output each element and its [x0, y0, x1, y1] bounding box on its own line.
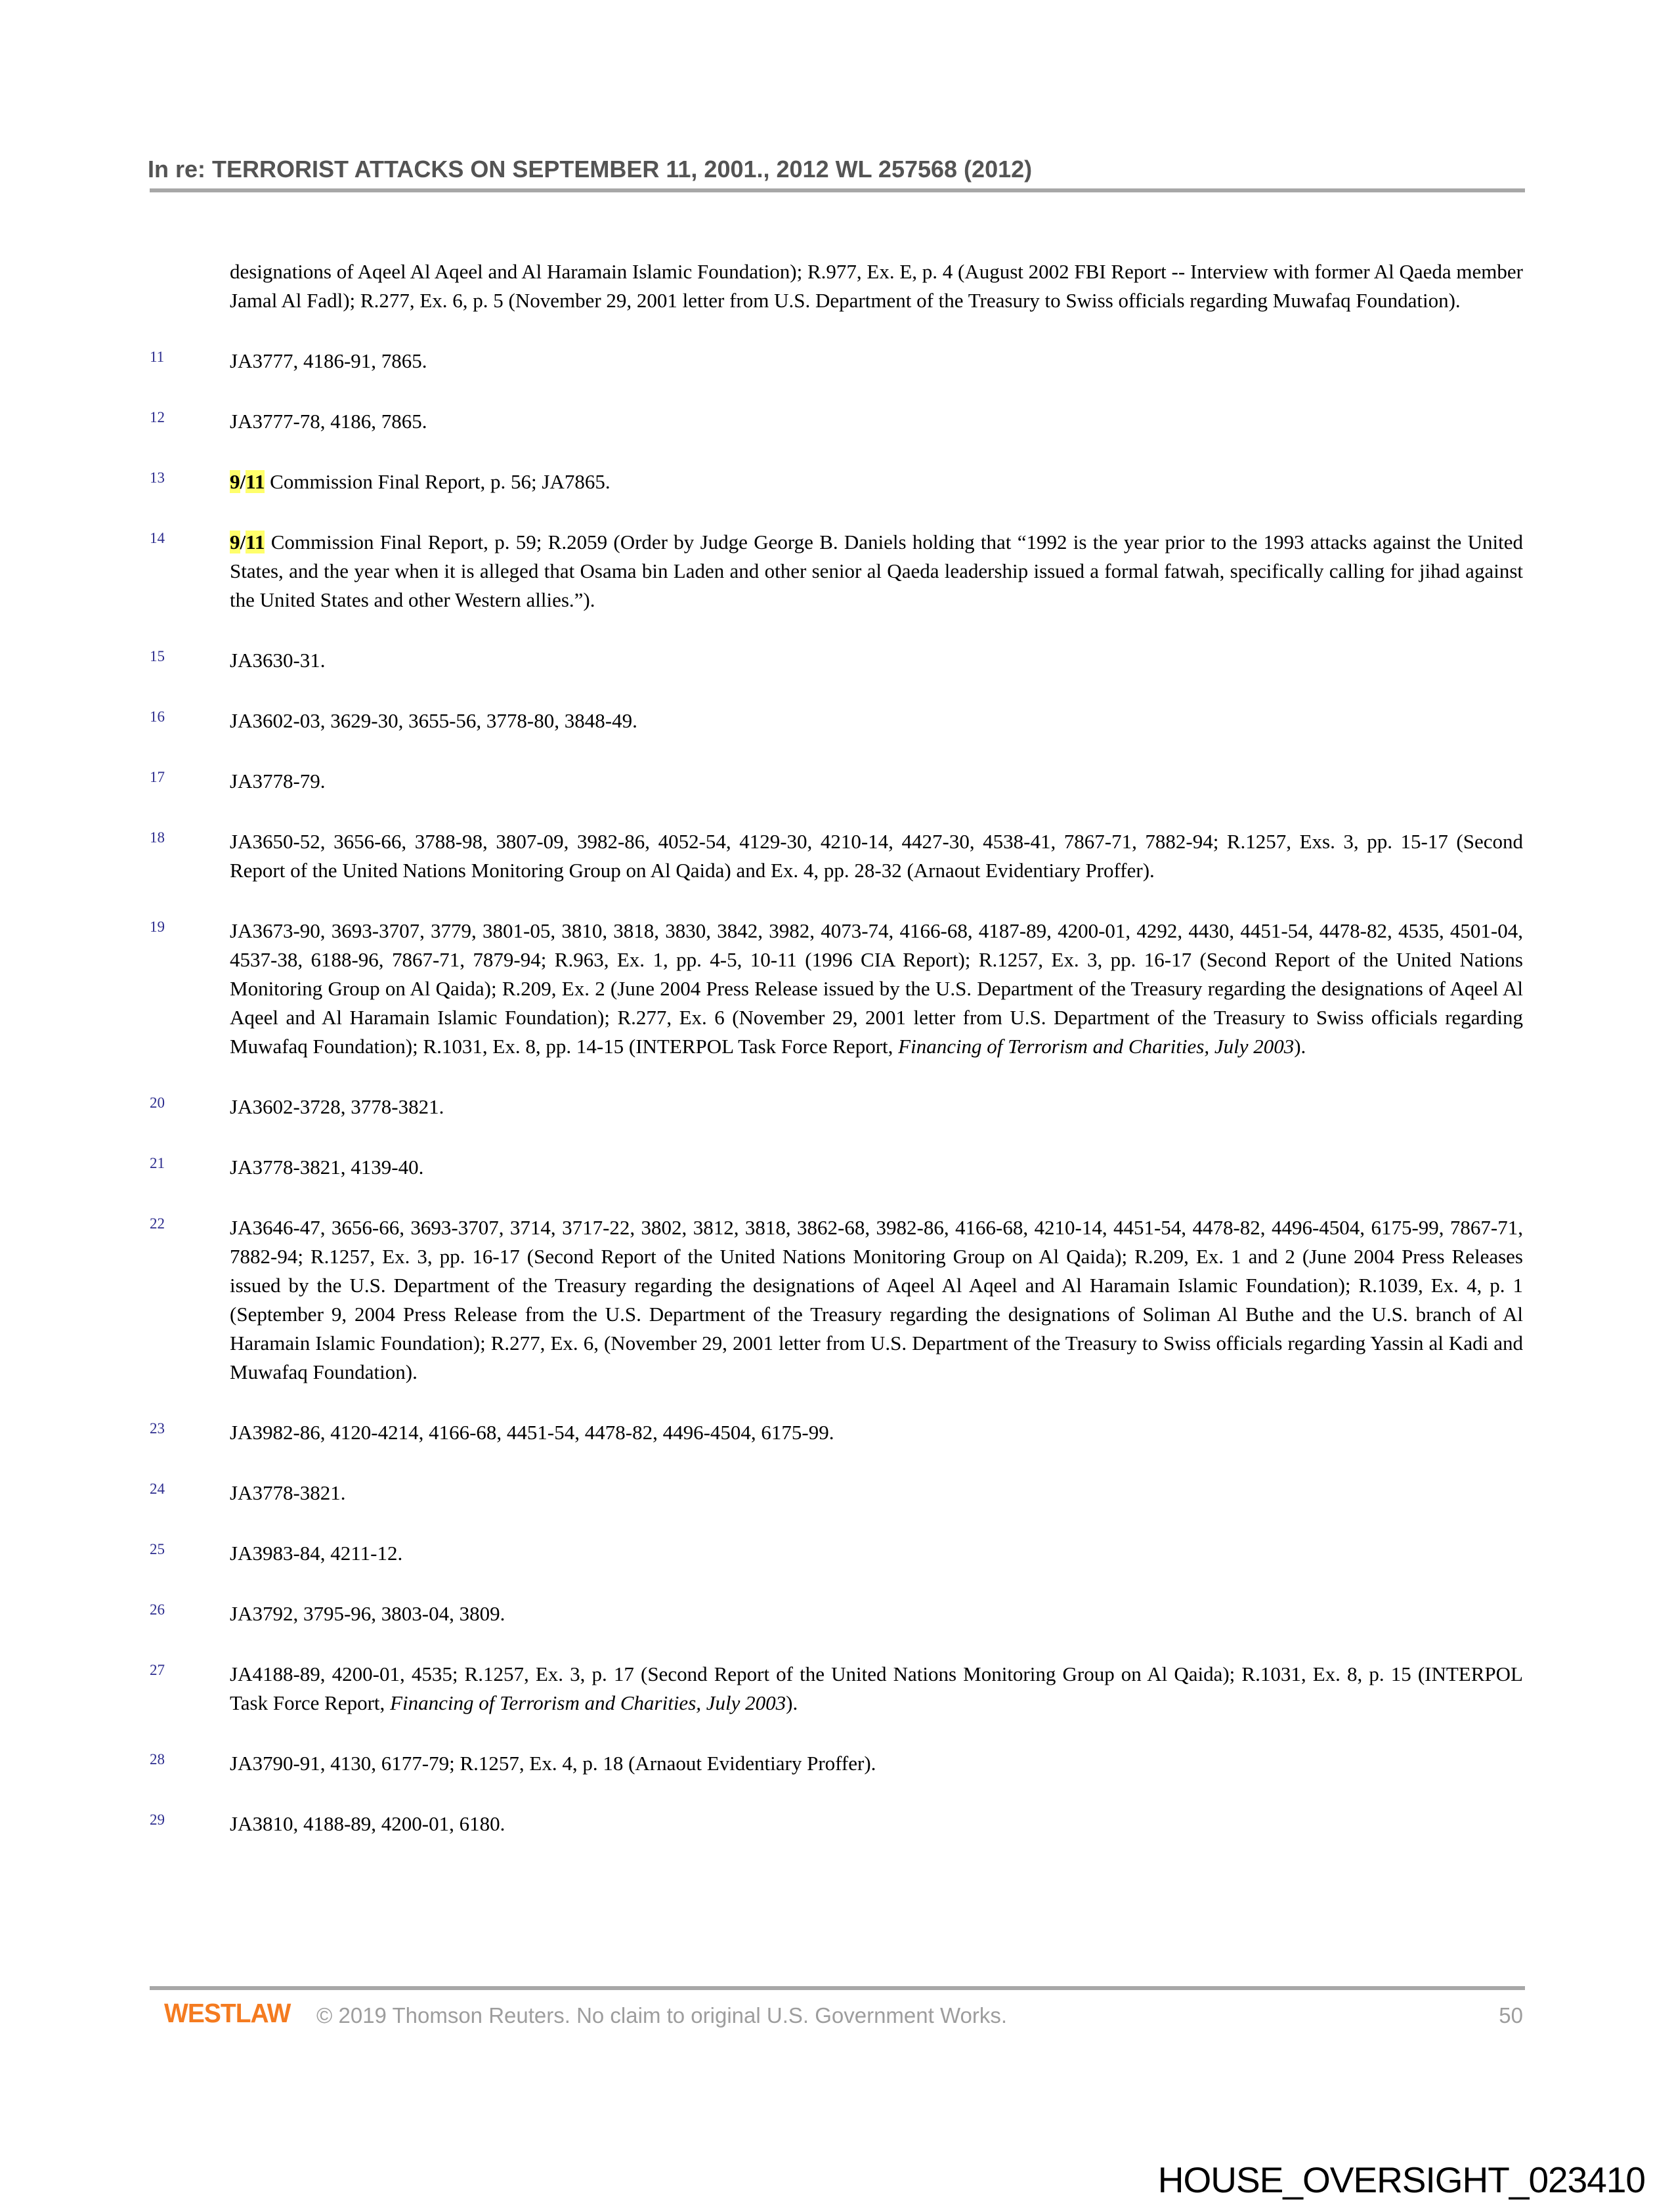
- footnote-text: [230, 767, 1523, 796]
- footnote-number-link[interactable]: 11: [150, 349, 165, 365]
- footnote-text-segment: /: [240, 470, 246, 493]
- footnote-row: [150, 917, 1523, 1061]
- footnote-text: [230, 1660, 1523, 1718]
- search-term-highlight: 9: [230, 470, 240, 493]
- footnote-text: [230, 1539, 1523, 1568]
- footnote-row: [150, 407, 1523, 436]
- footnote-number-link[interactable]: 15: [150, 648, 165, 664]
- page-number: 50: [1499, 2003, 1523, 2028]
- footnote-row: [150, 1418, 1523, 1447]
- footnote-text-segment: Commission Final Report, p. 56; JA7865.: [265, 470, 611, 493]
- footnote-text-segment: JA3602-3728, 3778-3821.: [230, 1095, 444, 1118]
- footnote-text: [230, 706, 1523, 735]
- footnote-text-segment: JA3778-3821.: [230, 1481, 346, 1504]
- footnote-text-segment: ).: [786, 1691, 798, 1714]
- footnote-number-link[interactable]: 23: [150, 1420, 165, 1437]
- footnote-row: [150, 1810, 1523, 1838]
- footnote-text-segment: JA3646-47, 3656-66, 3693-3707, 3714, 3717-22, 3802, 3812, 3818, 3862-68, 3982-86, 4166-68, 4210-14, 4451-54, 4478-82, 4496-4504, 6175-99, 7867-71, 7882-94; R.1257, Ex. 3, pp. 16-17 (Second Report of the United Nations Monitoring Group on Al Qaida); R.209, Ex. 1 and 2 (June 2004 Press Releases issued by the U.S. Department of the Treasury regarding the designations of Aqeel Al Aqeel and Al Haramain Islamic Foundation); R.1039, Ex. 4, p. 1 (September 9, 2004 Press Release from the U.S. Department of the Treasury regarding the designations of Soliman Al Buthe and the U.S. branch of Al Haramain Islamic Foundation); R.277, Ex. 6, (November 29, 2001 letter from U.S. Department of the Treasury to Swiss officials regarding Yassin al Kadi and Muwafaq Foundation).: [230, 1216, 1523, 1383]
- footnote-text-segment: JA3602-03, 3629-30, 3655-56, 3778-80, 3848-49.: [230, 709, 637, 732]
- footnote-text: [230, 1213, 1523, 1387]
- footnote-text-segment: JA3630-31.: [230, 649, 326, 672]
- footnote-number-link[interactable]: 19: [150, 919, 165, 935]
- footnote-number-link[interactable]: 20: [150, 1095, 165, 1111]
- footnote-number-link[interactable]: 25: [150, 1541, 165, 1557]
- footnote-text: [230, 1418, 1523, 1447]
- document-title: In re: TERRORIST ATTACKS ON SEPTEMBER 11, 2001., 2012 WL 257568 (2012): [148, 156, 1033, 183]
- footnote-text: [230, 1479, 1523, 1507]
- footnote-text: [230, 528, 1523, 615]
- footnote-text-segment: JA3778-3821, 4139-40.: [230, 1156, 424, 1179]
- footnote-text-segment: /: [240, 531, 246, 553]
- footnote-number-link[interactable]: 17: [150, 769, 165, 785]
- footnote-row: [150, 528, 1523, 615]
- footnote-number-link[interactable]: 21: [150, 1155, 165, 1171]
- footnote-text-segment: JA3673-90, 3693-3707, 3779, 3801-05, 3810, 3818, 3830, 3842, 3982, 4073-74, 4166-68, 4187-89, 4200-01, 4292, 4430, 4451-54, 4478-82, 4535, 4501-04, 4537-38, 6188-96, 7867-71, 7879-94; R.963, Ex. 1, pp. 4-5, 10-11 (1996 CIA Report); R.1257, Ex. 3, pp. 16-17 (Second Report of the United Nations Monitoring Group on Al Qaida); R.209, Ex. 2 (June 2004 Press Release issued by the U.S. Department of the Treasury regarding the designations of Aqeel Al Aqeel and Al Haramain Islamic Foundation); R.277, Ex. 6 (November 29, 2001 letter from U.S. Department of the Treasury to Swiss officials regarding Muwafaq Foundation); R.1031, Ex. 8, pp. 14-15 (INTERPOL Task Force Report,: [230, 919, 1523, 1058]
- footnote-text-segment: Commission Final Report, p. 59; R.2059 (Order by Judge George B. Daniels holding that “1992 is the year prior to the 1993 attacks against the United States, and the year when it is alleged that Osama bin Laden and other senior al Qaeda leadership issued a formal fatwah, specifically calling for jihad against the United States and other Western allies.”).: [230, 531, 1523, 611]
- footnote-text-segment: JA3778-79.: [230, 770, 326, 792]
- footnote-number-link[interactable]: 27: [150, 1662, 165, 1678]
- footnote-text-segment: JA3777, 4186-91, 7865.: [230, 349, 427, 372]
- footnote-text: [230, 347, 1523, 376]
- footnote-row: [150, 1093, 1523, 1121]
- footnote-text: [230, 646, 1523, 675]
- footnote-text: [230, 917, 1523, 1061]
- footnote-text-segment: JA3982-86, 4120-4214, 4166-68, 4451-54, 4478-82, 4496-4504, 6175-99.: [230, 1421, 834, 1444]
- footnote-row: [150, 1479, 1523, 1507]
- search-term-highlight: 11: [246, 470, 265, 493]
- footnote-number-link[interactable]: 18: [150, 829, 165, 846]
- footnote-number-link[interactable]: 14: [150, 530, 165, 546]
- footnote-text-segment: Financing of Terrorism and Charities, July 2003: [898, 1035, 1295, 1058]
- footnote-row: [150, 1749, 1523, 1778]
- header-divider: [150, 188, 1525, 192]
- search-term-highlight: 9: [230, 531, 240, 553]
- footnote-text-segment: Financing of Terrorism and Charities, July 2003: [390, 1691, 786, 1714]
- footnote-number-link[interactable]: 26: [150, 1601, 165, 1618]
- footnote-text: [230, 407, 1523, 436]
- footnote-row: [150, 1153, 1523, 1182]
- footnote-text-segment: JA3650-52, 3656-66, 3788-98, 3807-09, 3982-86, 4052-54, 4129-30, 4210-14, 4427-30, 4538-41, 7867-71, 7882-94; R.1257, Exs. 3, pp. 15-17 (Second Report of the United Nations Monitoring Group on Al Qaida) and Ex. 4, pp. 28-32 (Arnaout Evidentiary Proffer).: [230, 830, 1523, 882]
- footnote-text: [230, 1153, 1523, 1182]
- search-term-highlight: 11: [246, 531, 265, 553]
- footnote-text-segment: JA3792, 3795-96, 3803-04, 3809.: [230, 1602, 505, 1625]
- footnote-number-link[interactable]: 22: [150, 1215, 165, 1232]
- footnote-number-link[interactable]: 12: [150, 409, 165, 425]
- footnote-text-segment: JA3777-78, 4186, 7865.: [230, 410, 427, 433]
- footnote-row: [150, 767, 1523, 796]
- document-body: [150, 257, 1525, 1838]
- footnote-row: [150, 706, 1523, 735]
- footnote-row: [150, 347, 1523, 376]
- footnote-list: [150, 347, 1525, 1838]
- copyright-notice: © 2019 Thomson Reuters. No claim to original U.S. Government Works.: [316, 2003, 1008, 2028]
- footnote-text: [230, 1093, 1523, 1121]
- footnote-text-segment: JA3790-91, 4130, 6177-79; R.1257, Ex. 4, p. 18 (Arnaout Evidentiary Proffer).: [230, 1752, 876, 1775]
- footnote-row: [150, 1660, 1523, 1718]
- footnote-number-link[interactable]: 16: [150, 708, 165, 725]
- footer-divider: [150, 1986, 1525, 1990]
- footnote-text: [230, 1810, 1523, 1838]
- bates-number: HOUSE_OVERSIGHT_023410: [1157, 2159, 1645, 2200]
- footnote-row: [150, 646, 1523, 675]
- footnote-text: [230, 1599, 1523, 1628]
- footnote-number-link[interactable]: 28: [150, 1751, 165, 1767]
- footnote-number-link[interactable]: 24: [150, 1481, 165, 1497]
- footnote-row: [150, 827, 1523, 885]
- footnote-text-segment: JA3810, 4188-89, 4200-01, 6180.: [230, 1812, 505, 1835]
- footnote-text: [230, 1749, 1523, 1778]
- footnote-row: [150, 1213, 1523, 1387]
- footnote-text: [230, 467, 1523, 496]
- footnote-number-link[interactable]: 13: [150, 469, 165, 486]
- footnote-row: [150, 1599, 1523, 1628]
- footnote-continuation-paragraph: designations of Aqeel Al Aqeel and Al Haramain Islamic Foundation); R.977, Ex. E, p. 4 (August 2002 FBI Report -- Interview with former Al Qaeda member Jamal Al Fadl); R.277, Ex. 6, p. 5 (November 29, 2001 letter from U.S. Department of the Treasury to Swiss officials regarding Muwafaq Foundation).: [230, 260, 1523, 312]
- footnote-text: [230, 827, 1523, 885]
- footnote-row: [150, 1539, 1523, 1568]
- westlaw-logo: WESTLAW: [164, 1998, 291, 2028]
- footnote-text-segment: JA4188-89, 4200-01, 4535; R.1257, Ex. 3, p. 17 (Second Report of the United Nations Monitoring Group on Al Qaida); R.1031, Ex. 8, p. 15 (INTERPOL Task Force Report,: [230, 1662, 1523, 1714]
- footnote-text-segment: JA3983-84, 4211-12.: [230, 1542, 403, 1565]
- footnote-number-link[interactable]: 29: [150, 1811, 165, 1828]
- footnote-text-segment: ).: [1294, 1035, 1306, 1058]
- footnote-row: [150, 467, 1523, 496]
